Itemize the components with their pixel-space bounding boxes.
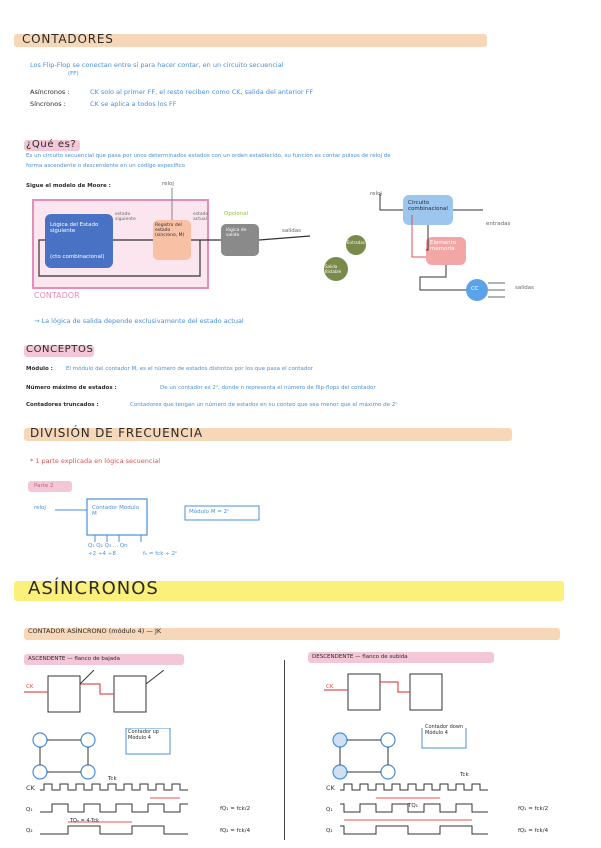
circuito-label: Circuito combinacional [408, 200, 448, 212]
divider [284, 660, 285, 840]
asincronos-title: ASÍNCRONOS [28, 578, 159, 599]
division-title: DIVISIÓN DE FRECUENCIA [30, 426, 203, 440]
ff2-box [114, 676, 146, 712]
asc-q2: Q₂ [26, 828, 33, 834]
asc-title: ASCENDENTE — flanco de bajada [28, 656, 121, 662]
entradas-2-label: entradas [486, 221, 511, 227]
ff1-box [48, 676, 80, 712]
modulo-text: El módulo del contador M, es el número de estados distintos por los que pasa el contador [66, 366, 313, 372]
trunc-label: Contadores truncados : [26, 402, 99, 408]
asincronos-label: Asíncronos : [30, 88, 70, 96]
contador-down-label: Contador down Módulo 4 [425, 724, 464, 736]
conceptos-title: CONCEPTOS [26, 344, 94, 355]
desc-fq2: fQ₂ = fck/4 [518, 828, 549, 834]
logica-label: Lógica del Estado siguiente [50, 222, 99, 234]
cc-label: CC [471, 286, 479, 292]
desc-title: DESCENDENTE — flanco de subida [312, 654, 408, 660]
moore-label: Sigue el modelo de Moore : [26, 183, 111, 189]
ff2-box-desc [410, 674, 442, 710]
entradas-node [346, 235, 366, 255]
registro-label: Registro del estado (síncrono, M) [155, 223, 185, 238]
asc-q1: Q₁ [26, 807, 33, 813]
logica-salida-label: lógica de salida [226, 228, 247, 238]
elemento-label: Elemento memoria [430, 240, 457, 252]
que-es-title: ¿Qué es? [26, 139, 77, 150]
que-es-text-2: forma ascendente o descendente en un código específico [26, 163, 185, 169]
contador-up-label: Contador up Módulo 4 [128, 729, 159, 741]
desc-q2: Q₂ [326, 828, 333, 834]
asc-ff-diagram [24, 670, 174, 720]
contador-label: CONTADOR [34, 291, 80, 300]
intro-text: Los Flip-Flop se conectan entre sí para hacer contar, en un circuito secuencial [30, 61, 284, 69]
desc-ck-timing: CK [326, 784, 335, 792]
outputs-label: Q₁ Q₂ Q₃ ... Qn [88, 543, 128, 549]
ff-note: (FF) [68, 71, 79, 77]
salidas-2-label: salidas [515, 285, 535, 291]
opcional-label: Opcional [224, 211, 249, 217]
desc-ck: CK [326, 684, 334, 690]
asc-ck-timing: CK [26, 784, 35, 792]
asc-tq2: TQ₂ = 4·Tck [70, 818, 99, 824]
asc-fq1: fQ₁ = fck/2 [220, 806, 251, 812]
desc-ff-diagram [324, 668, 474, 718]
modulo-label: Módulo : [26, 366, 53, 372]
moore-diagram [25, 180, 315, 305]
entradas-small-label: Entradas [347, 240, 365, 245]
asc-fq2: fQ₂ = fck/4 [220, 828, 251, 834]
asincronos-text: CK solo al primer FF, el resto reciben como CK, salida del anterior FF [90, 88, 314, 96]
contadores-title: CONTADORES [22, 32, 114, 46]
sincronos-text: CK se aplica a todos los FF [90, 100, 177, 108]
fn-label: fₙ = fck ÷ 2ⁿ [143, 551, 178, 557]
que-es-text-1: Es un circuito secuencial que pasa por unos determinados estados con un orden establecido, su función es contar pulsos de reloj de [26, 153, 391, 159]
ff1-box-desc [348, 674, 380, 710]
contador-m-label: Contador Módulo M [92, 505, 140, 517]
reloj-div-label: reloj [34, 505, 46, 511]
division-note: * 1 parte explicada en lógica secuencial [30, 457, 161, 465]
max-label: Número máximo de estados : [26, 385, 117, 391]
trunc-text: Contadores que tengan un número de estados en su conteo que sea menor que el máximo de 2ⁿ [130, 402, 398, 408]
estado-siguiente-label: estado siguiente [115, 212, 136, 222]
parte-label: Parte 2 [34, 483, 54, 489]
desc-fq1: fQ₁ = fck/2 [518, 806, 549, 812]
desc-tq1: TQ₁ [408, 803, 418, 809]
sincronos-label: Síncronos : [30, 100, 66, 108]
salida-bistable-label: Salida Bistable [325, 264, 342, 274]
asc-tck: Tck [108, 776, 117, 782]
salidas-label: salidas [282, 228, 302, 234]
modulo-m-label: Módulo M = 2ⁿ [189, 509, 230, 515]
desc-q1: Q₁ [326, 807, 333, 813]
reloj-2-label: reloj [370, 191, 382, 197]
max-text: De un contador es 2ⁿ, donde n representa el número de flip-flops del contador [160, 385, 376, 391]
logica-sub: (cto combinacional) [50, 254, 105, 260]
asincronos-sub: CONTADOR ASÍNCRONO (módulo 4) — JK [28, 627, 162, 635]
logica-salida-note: → La lógica de salida depende exclusivamente del estado actual [34, 317, 244, 325]
estado-actual-label: estado actual [193, 212, 209, 222]
desc-tck: Tck [460, 772, 469, 778]
divs-label: ÷2 ÷4 ÷8 [88, 551, 116, 557]
reloj-label: reloj [162, 181, 174, 187]
asc-ck: CK [26, 684, 34, 690]
